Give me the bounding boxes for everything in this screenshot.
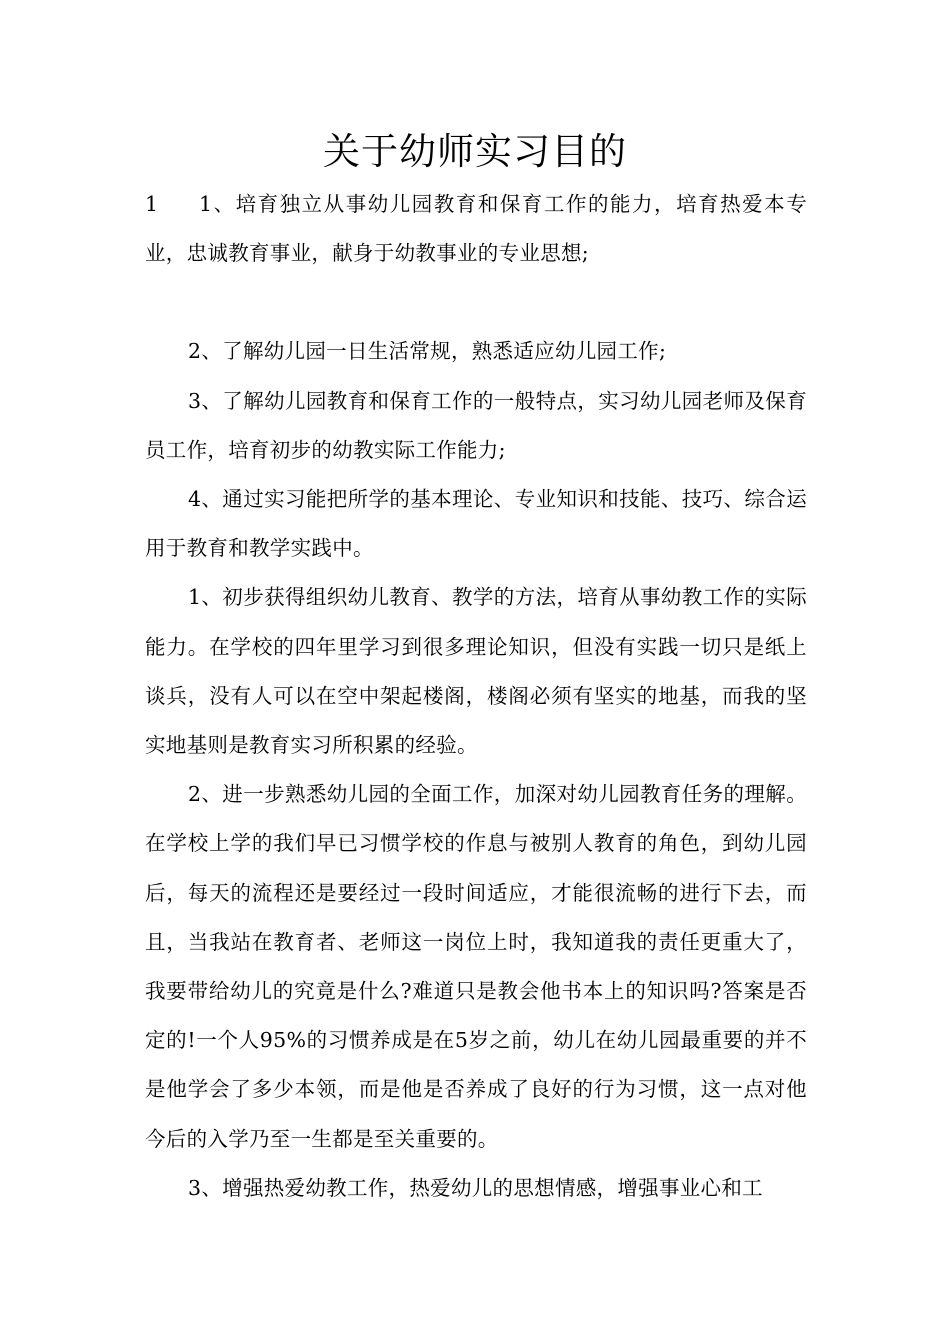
line-number: 1 — [145, 192, 159, 216]
paragraph-5: 1、初步获得组织幼儿教育、教学的方法，培育从事幼教工作的实际能力。在学校的四年里学习到很多理论知识，但没有实践一切只是纸上谈兵，没有人可以在空中架起楼阁，楼阁必须有坚实的地基，而我的坚实地基则是教育实习所积累的经验。 — [145, 585, 807, 758]
document-title: 关于幼师实习目的 — [323, 130, 627, 173]
paragraph-7: 3、增强热爱幼教工作，热爱幼儿的思想情感，增强事业心和工 — [188, 1175, 763, 1200]
paragraph-1 — [145, 180, 807, 278]
document-body — [145, 180, 807, 1213]
paragraph-2: 2、了解幼儿园一日生活常规，熟悉适应幼儿园工作; — [188, 339, 667, 364]
paragraph-3: 3、了解幼儿园教育和保育工作的一般特点，实习幼儿园老师及保育员工作，培育初步的幼教实际工作能力; — [145, 388, 807, 462]
paragraph-4: 4、通过实习能把所学的基本理论、专业知识和技能、技巧、综合运用于教育和教学实践中。 — [145, 487, 807, 561]
paragraph-6: 2、进一步熟悉幼儿园的全面工作，加深对幼儿园教育任务的理解。在学校上学的我们早已习惯学校的作息与被别人教育的角色，到幼儿园后，每天的流程还是要经过一段时间适应，才能很流畅的进行下去，而且，当我站在教育者、老师这一岗位上时，我知道我的责任更重大了，我要带给幼儿的究竟是什么?难道只是教会他书本上的知识吗?答案是否定的!一个人95%的习惯养成是在5岁之前，幼儿在幼儿园最重要的并不是他学会了多少本领，而是他是否养成了良好的行为习惯，这一点对他今后的入学乃至一生都是至关重要的。 — [145, 782, 807, 1151]
paragraph-1-text: 1、培育独立从事幼儿园教育和保育工作的能力，培育热爱本专业，忠诚教育事业，献身于幼教事业的专业思想; — [145, 192, 807, 266]
